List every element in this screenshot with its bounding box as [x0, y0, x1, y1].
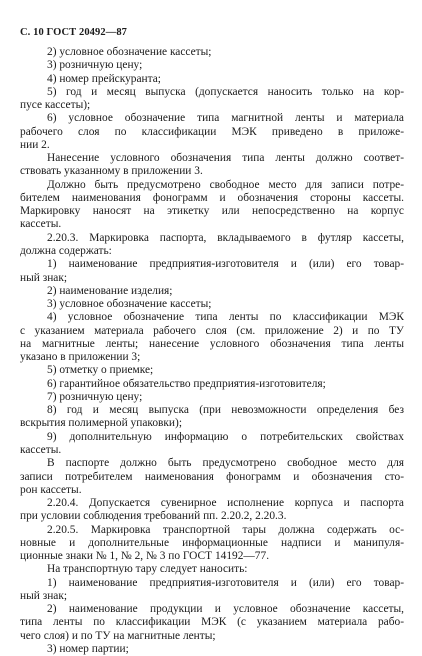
text-line: 2.20.3. Маркировка паспорта, вкладываемого в футляр кассеты, — [47, 231, 404, 244]
text-line: на магнитные ленты; нанесение условного обозначения типа ленты — [20, 337, 404, 350]
text-line: 9) дополнительную информацию о потребительских свойствах — [47, 430, 404, 443]
text-line: ствовать указанному в приложении 3. — [20, 165, 203, 178]
text-line: На транспортную тару следует наносить: — [47, 563, 248, 576]
text-line: Маркировку наносят на этикетку или непосредственно на корпус — [20, 205, 404, 218]
text-line: кассеты. — [20, 443, 62, 456]
text-line: указано в приложении 3; — [20, 351, 141, 364]
text-line: ный знак; — [20, 271, 68, 284]
text-line: пусе кассеты); — [20, 99, 91, 112]
text-line: 2.20.5. Маркировка транспортной тары должна содержать ос- — [47, 523, 404, 536]
text-line: новные и дополнительные информационные надписи и манипуля- — [20, 536, 404, 549]
text-line: 5) отметку о приемке; — [47, 364, 154, 377]
text-line: 6) гарантийное обязательство предприятия-изготовителя; — [47, 377, 326, 390]
text-line: Должно быть предусмотрено свободное место для записи потре- — [47, 178, 404, 191]
text-line: 1) наименование предприятия-изготовителя и (или) его товар- — [47, 258, 404, 271]
text-line: должна содержать: — [20, 244, 112, 257]
text-line: ционные знаки № 1, № 2, № 3 по ГОСТ 14192—77. — [20, 550, 270, 563]
text-line: 1) наименование предприятия-изготовителя и (или) его товар- — [47, 576, 404, 589]
text-line: с указанием материала рабочего слоя (см. приложение 2) и по ТУ — [20, 324, 404, 337]
text-line: 3) розничную цену; — [47, 59, 143, 72]
text-line: Нанесение условного обозначения типа ленты должно соответ- — [47, 152, 404, 165]
text-line: рон кассеты. — [20, 483, 82, 496]
text-line: В паспорте должно быть предусмотрено свободное место для — [47, 457, 404, 470]
text-line: 4) номер прейскуранта; — [47, 72, 161, 85]
text-line: 2) наименование изделия; — [47, 284, 173, 297]
text-line: типа ленты по классификации МЭК (с указанием материала рабо- — [20, 616, 404, 629]
text-line: чего слоя) и по ТУ на магнитные ленты; — [20, 629, 216, 642]
text-line: записи потребителем наименования фонограмм и обозначения сто- — [20, 470, 404, 483]
text-line: 3) условное обозначение кассеты; — [47, 298, 212, 311]
text-line: 2) условное обозначение кассеты; — [47, 46, 212, 58]
text-line: 8) год и месяц выпуска (при невозможности определения без — [47, 404, 404, 417]
text-line: 2) наименование продукции и условное обозначение кассеты, — [47, 603, 404, 616]
text-line: 5) год и месяц выпуска (допускается наносить только на кор- — [47, 85, 404, 98]
text-line: рабочего слоя по классификации МЭК приведено в приложе- — [20, 125, 404, 138]
text-line: вскрытия полимерной упаковки); — [20, 417, 182, 430]
text-line: 7) розничную цену; — [47, 390, 143, 403]
text-line: 2.20.4. Допускается сувенирное исполнение корпуса и паспорта — [47, 497, 404, 510]
text-line: кассеты. — [20, 218, 62, 231]
text-line: ный знак; — [20, 589, 68, 602]
text-line: нии 2. — [20, 138, 50, 151]
text-line: при условии соблюдения требований пп. 2.20.2, 2.20.3. — [20, 510, 287, 523]
page-header: С. 10 ГОСТ 20492—87 — [20, 27, 128, 38]
text-line: 6) условное обозначение типа магнитной ленты и материала — [47, 112, 404, 125]
body-text — [20, 46, 404, 656]
text-line: 4) условное обозначение типа ленты по классификации МЭК — [47, 311, 404, 324]
text-line: 3) номер партии; — [47, 642, 129, 655]
text-line: бителем наименования фонограмм и обозначения стороны кассеты. — [20, 191, 404, 204]
